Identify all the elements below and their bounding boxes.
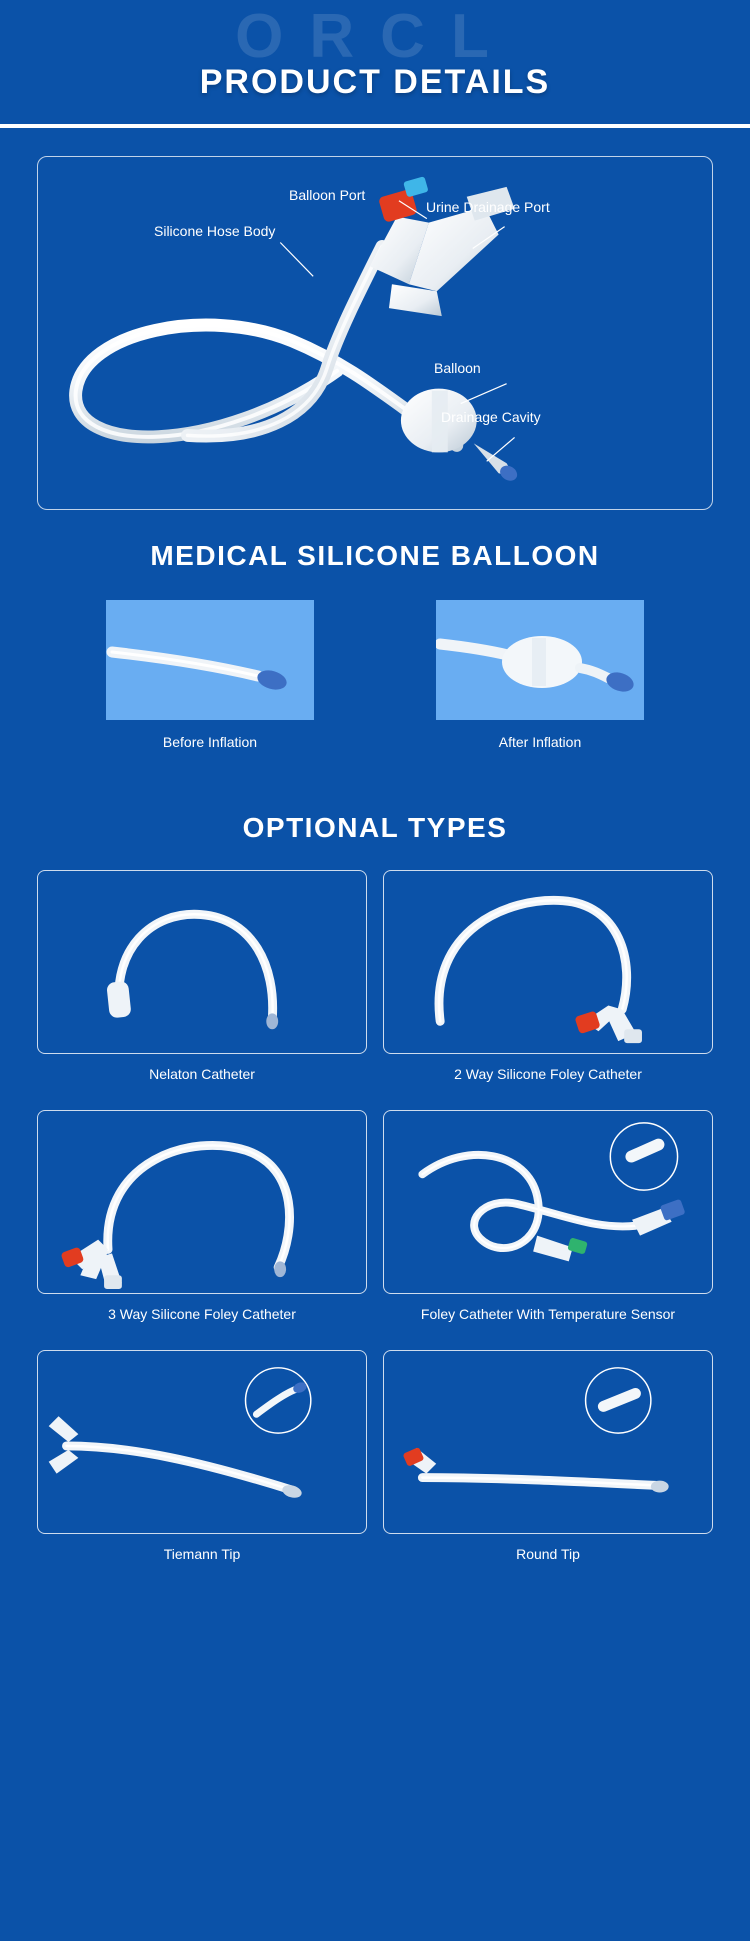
section-title-optional-types: OPTIONAL TYPES <box>242 812 508 843</box>
before-inflation-illustration <box>106 600 314 720</box>
watermark-text: ORCL <box>235 2 515 71</box>
type-card-nelaton <box>37 870 367 1098</box>
photo-after-inflation <box>436 600 644 720</box>
type-image-tiemann-tip <box>37 1350 367 1534</box>
caption-nelaton: Nelaton Catheter <box>149 1066 255 1082</box>
caption-after-inflation: After Inflation <box>498 734 582 750</box>
round-tip-illustration <box>384 1351 712 1533</box>
label-silicone-hose-body: Silicone Hose Body <box>154 223 276 239</box>
type-card-tiemann-tip <box>37 1350 367 1578</box>
type-image-round-tip <box>383 1350 713 1534</box>
caption-two-way: 2 Way Silicone Foley Catheter <box>454 1066 642 1082</box>
label-urine-drainage-port: Urine Drainage Port <box>426 199 550 215</box>
nelaton-catheter-illustration <box>38 871 366 1053</box>
bottom-spacer <box>0 1590 750 1616</box>
caption-before-inflation: Before Inflation <box>162 734 258 750</box>
after-inflation-illustration <box>436 600 644 720</box>
type-image-two-way <box>383 870 713 1054</box>
temperature-sensor-foley-illustration <box>384 1111 712 1293</box>
product-diagram-panel <box>37 156 713 510</box>
type-card-two-way <box>383 870 713 1098</box>
catheter-diagram-illustration <box>38 157 712 509</box>
two-way-foley-illustration <box>384 871 712 1053</box>
optional-types-grid <box>37 870 713 1590</box>
type-image-nelaton <box>37 870 367 1054</box>
type-image-temperature-sensor <box>383 1110 713 1294</box>
label-drainage-cavity: Drainage Cavity <box>441 409 541 425</box>
type-image-three-way <box>37 1110 367 1294</box>
type-card-three-way <box>37 1110 367 1338</box>
caption-three-way: 3 Way Silicone Foley Catheter <box>108 1306 296 1322</box>
photo-before-inflation <box>106 600 314 720</box>
page-header <box>0 0 750 128</box>
label-balloon: Balloon <box>434 360 481 376</box>
caption-tiemann-tip: Tiemann Tip <box>163 1546 241 1562</box>
label-balloon-port: Balloon Port <box>289 187 366 203</box>
tiemann-tip-illustration <box>38 1351 366 1533</box>
comparison-item-after <box>436 600 644 750</box>
caption-temperature-sensor: Foley Catheter With Temperature Sensor <box>420 1306 676 1322</box>
three-way-foley-illustration <box>38 1111 366 1293</box>
type-card-temperature-sensor <box>383 1110 713 1338</box>
page-title: PRODUCT DETAILS <box>199 63 551 101</box>
comparison-item-before <box>106 600 314 750</box>
section-title-balloon: MEDICAL SILICONE BALLOON <box>150 540 600 571</box>
caption-round-tip: Round Tip <box>516 1546 580 1562</box>
type-card-round-tip <box>383 1350 713 1578</box>
balloon-comparison <box>0 600 750 750</box>
